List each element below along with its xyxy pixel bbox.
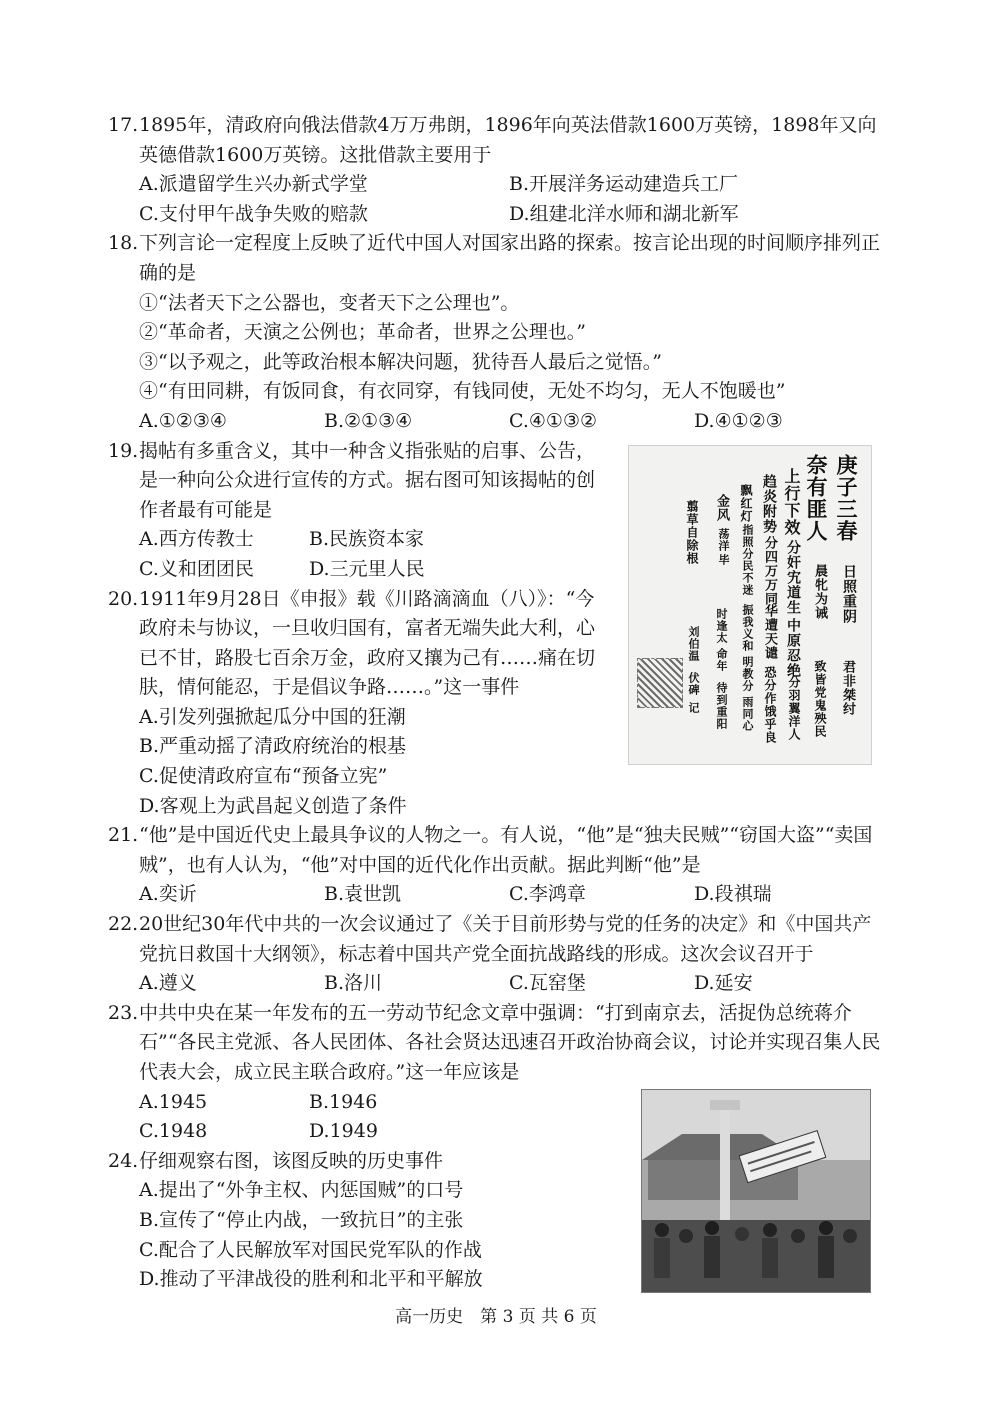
option-c[interactable]: C.李鸿章 [509, 883, 586, 906]
question-22 [108, 910, 888, 999]
option-d[interactable]: D.组建北洋水师和湖北新军 [509, 202, 739, 225]
option-a[interactable]: A.派遣留学生兴办新式学堂 [139, 173, 368, 196]
question-number: 21. [108, 824, 139, 847]
poster-column: 时逢太 [715, 608, 728, 644]
poster-column: 飘红灯 [739, 484, 753, 523]
option-c[interactable]: C.促使清政府宣布“预备立宪” [139, 765, 388, 788]
option-c[interactable]: C.1948 [139, 1120, 208, 1143]
question-text: 下列言论一定程度上反映了近代中国人对国家出路的探索。按言论出现的时间顺序排列正确的是 [139, 232, 881, 284]
question-text: 20世纪30年代中共的一次会议通过了《关于目前形势与党的任务的决定》和《中国共产党抗日救国十大纲领》，标志着中国共产党全面抗战路线的形成。这次会议召开于 [139, 913, 872, 965]
option-d[interactable]: D.1949 [309, 1120, 378, 1143]
historical-photo [641, 1089, 871, 1293]
question-number: 18. [108, 232, 139, 255]
poster-column: 毕 [717, 554, 730, 566]
poster-column: 分奸宄道生 [785, 540, 801, 615]
options [108, 407, 888, 437]
poster-column: 指照分民不迷 [741, 524, 754, 596]
poster-column: 待到重阳 [715, 682, 728, 730]
question-number: 24. [108, 1149, 139, 1172]
poster-column: 翦草自除根 [685, 500, 699, 565]
option-b[interactable]: B.1946 [309, 1090, 378, 1113]
poster-column: 奈有匪人 [804, 454, 829, 542]
option-b[interactable]: B.②①③④ [324, 409, 413, 432]
option-c[interactable]: C.瓦窑堡 [509, 972, 586, 995]
options [108, 880, 888, 910]
options [108, 1088, 479, 1147]
poster-column: 君非桀纣 [840, 660, 855, 716]
poster-column: 晨牝为诫 [812, 564, 827, 620]
poster-column: 记 [687, 702, 700, 714]
question-text: 仔细观察右图，该图反映的历史事件 [139, 1149, 444, 1172]
statement-4: ④“有田同耕，有饭同食，有衣同穿，有钱同使，无处不均匀，无人不饱暖也” [139, 380, 786, 403]
poster-column: 伏碑 [687, 672, 700, 696]
option-c[interactable]: C.义和团团民 [139, 557, 254, 580]
option-d[interactable]: D.客观上为武昌起义创造了条件 [139, 794, 407, 817]
question-17 [108, 111, 888, 229]
poster-column: 明教分 [741, 656, 754, 692]
poster-column: 分羽翼洋人 [787, 676, 801, 741]
poster-column: 趋炎附势 [761, 474, 777, 534]
option-a[interactable]: A.①②③④ [139, 409, 227, 432]
statement-2: ②“革命者，天演之公例也；革命者，世界之公理也。” [139, 321, 586, 344]
option-b[interactable]: B.严重动摇了清政府统治的根基 [139, 735, 407, 758]
option-a[interactable]: A.遵义 [139, 972, 197, 995]
question-20 [108, 585, 608, 822]
option-b[interactable]: B.袁世凯 [324, 883, 402, 906]
boxer-poster-image [628, 445, 872, 765]
seal-stamp [637, 658, 683, 708]
poster-column: 命年 [715, 648, 728, 672]
poster-column: 日照重阴 [841, 564, 857, 624]
poster-column: 致皆党鬼殃民 [813, 660, 827, 738]
option-d[interactable]: D.延安 [694, 972, 753, 995]
option-b[interactable]: B.宣传了“停止内战，一致抗日”的主张 [139, 1208, 464, 1231]
poster-column: 荡洋 [717, 528, 730, 552]
question-text: 中共中央在某一年发布的五一劳动节纪念文章中强调：“打到南京去，活捉伪总统蒋介石”“各民主党派、各人民团体、各社会贤达迅速召开政治协商会议，讨论并实现召集人民代表大会，成立民主联合政府。”这一年应该是 [139, 1001, 881, 1083]
question-19 [108, 437, 608, 585]
question-text: 1895年，清政府向俄法借款4万万弗朗，1896年向英法借款1600万英镑，1898年又向英德借款1600万英镑。这批借款主要用于 [139, 114, 877, 166]
question-text: 揭帖有多重含义，其中一种含义指张贴的启事、公告，是一种向公众进行宣传的方式。据右图可知该揭帖的创作者最有可能是 [139, 439, 596, 521]
options [108, 525, 608, 584]
option-a[interactable]: A.提出了“外争主权、内惩国贼”的口号 [139, 1179, 464, 1202]
option-a[interactable]: A.1945 [139, 1090, 208, 1113]
poster-column: 上行下效 [782, 468, 801, 536]
photo-illustration [642, 1090, 870, 1292]
poster-column: 刘伯温 [687, 626, 700, 662]
poster-column: 庚子三春 [834, 454, 859, 542]
poster-column: 中原忍绝 [785, 618, 801, 678]
question-21 [108, 821, 888, 910]
option-d[interactable]: D.三元里人民 [309, 557, 425, 580]
option-b[interactable]: B.洛川 [324, 972, 383, 995]
option-a[interactable]: A.引发列强掀起瓜分中国的狂潮 [139, 705, 406, 728]
page-footer: 高一历史 第 3 页 共 6 页 [395, 1307, 597, 1327]
question-24 [108, 1147, 608, 1295]
option-c[interactable]: C.④①③② [509, 409, 598, 432]
option-a[interactable]: A.奕䜣 [139, 883, 197, 906]
option-d[interactable]: D.推动了平津战役的胜利和北平和平解放 [139, 1268, 483, 1291]
option-b[interactable]: B.开展洋务运动建造兵工厂 [509, 173, 739, 196]
poster-column: 分四万万同 [762, 536, 777, 606]
poster-column: 华遭天谴 [762, 604, 777, 660]
option-c[interactable]: C.支付甲午战争失败的赔款 [139, 202, 368, 225]
option-b[interactable]: B.民族资本家 [309, 528, 425, 551]
question-number: 20. [108, 587, 139, 610]
question-number: 19. [108, 439, 139, 462]
option-a[interactable]: A.西方传教士 [139, 528, 254, 551]
question-number: 22. [108, 913, 139, 936]
option-d[interactable]: D.段祺瑞 [694, 883, 772, 906]
question-text: “他”是中国近代史上最具争议的人物之一。有人说，“他”是“独夫民贼”“窃国大盗”“卖国贼”，也有人认为，“他”对中国的近代化作出贡献。据此判断“他”是 [139, 824, 873, 876]
question-number: 17. [108, 114, 139, 136]
options [108, 969, 888, 999]
option-c[interactable]: C.配合了人民解放军对国民党军队的作战 [139, 1238, 482, 1261]
poster-column: 恐分作饿乎良 [763, 666, 777, 744]
poster-column: 振我义和 [741, 604, 754, 652]
statement-3: ③“以予观之，此等政治根本解决问题，犹待吾人最后之觉悟。” [139, 350, 662, 373]
poster-column: 雨同心 [741, 696, 754, 732]
statement-1: ①“法者天下之公器也，变者天下之公理也”。 [139, 291, 520, 314]
options [108, 170, 888, 229]
poster-column: 金风 [714, 494, 729, 522]
question-18 [108, 229, 888, 436]
question-text: 1911年9月28日《申报》载《川路滴滴血（八）》：“今政府未与协议，一旦收归国有，富者无端失此大利，心已不甘，路股七百余万金，政府又攘为己有……痛在切肤，情何能忍，于是倡议争路……。”这一事件 [139, 587, 596, 699]
question-number: 23. [108, 1001, 139, 1024]
option-d[interactable]: D.④①②③ [694, 409, 783, 432]
